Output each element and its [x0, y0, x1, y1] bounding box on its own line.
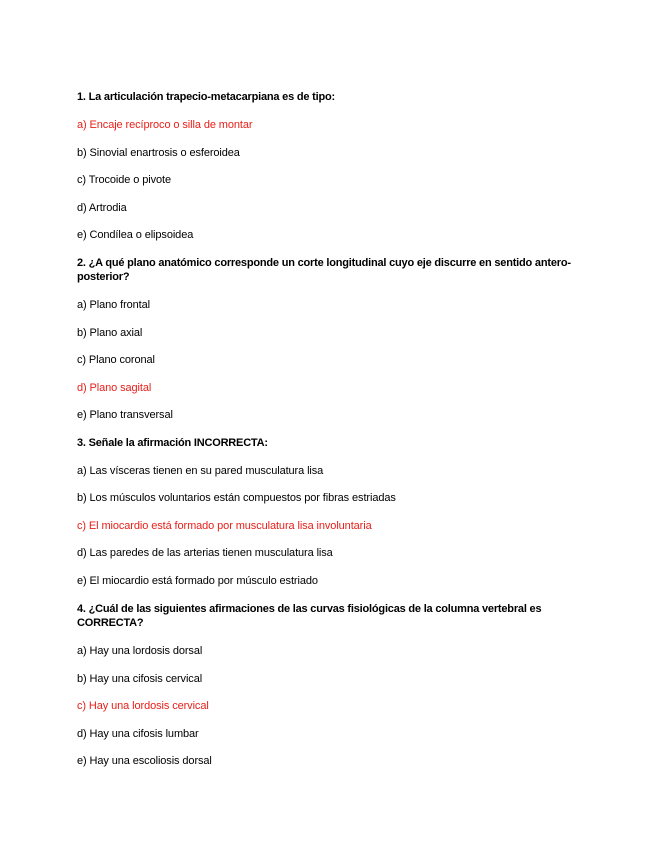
question-1-title: 1. La articulación trapecio-metacarpiana es de tipo: [77, 91, 335, 103]
question-2-option-a: a) Plano frontal [77, 299, 150, 311]
question-2-option-e: e) Plano transversal [77, 409, 173, 421]
question-4-option-c: c) Hay una lordosis cervical [77, 700, 209, 712]
question-2-option-c: c) Plano coronal [77, 354, 155, 366]
question-4-option-a: a) Hay una lordosis dorsal [77, 645, 203, 657]
question-1-option-a: a) Encaje recíproco o silla de montar [77, 119, 253, 131]
question-1-option-c: c) Trocoide o pivote [77, 174, 171, 186]
question-3-option-e: e) El miocardio está formado por músculo estriado [77, 575, 318, 587]
question-4-option-d: d) Hay una cifosis lumbar [77, 728, 199, 740]
question-1-option-e: e) Condílea o elipsoidea [77, 229, 194, 241]
question-2-option-b: b) Plano axial [77, 327, 143, 339]
question-3-option-c: c) El miocardio está formado por musculatura lisa involuntaria [77, 520, 372, 532]
question-4-title: 4. ¿Cuál de las siguientes afirmaciones de las curvas fisiológicas de la columna vertebral es CORRECTA? [77, 603, 542, 629]
question-4-option-b: b) Hay una cifosis cervical [77, 673, 203, 685]
question-2-option-d: d) Plano sagital [77, 382, 152, 394]
question-1-option-d: d) Artrodia [77, 202, 127, 214]
question-3-option-b: b) Los músculos voluntarios están compuestos por fibras estriadas [77, 492, 396, 504]
question-3-option-a: a) Las vísceras tienen en su pared musculatura lisa [77, 465, 324, 477]
question-3-option-d: d) Las paredes de las arterias tienen musculatura lisa [77, 547, 333, 559]
question-2-title: 2. ¿A qué plano anatómico corresponde un corte longitudinal cuyo eje discurre en sentido antero-posterior? [77, 257, 571, 283]
question-3-title: 3. Señale la afirmación INCORRECTA: [77, 437, 268, 449]
question-1-option-b: b) Sinovial enartrosis o esferoidea [77, 147, 240, 159]
question-4-option-e: e) Hay una escoliosis dorsal [77, 755, 212, 767]
